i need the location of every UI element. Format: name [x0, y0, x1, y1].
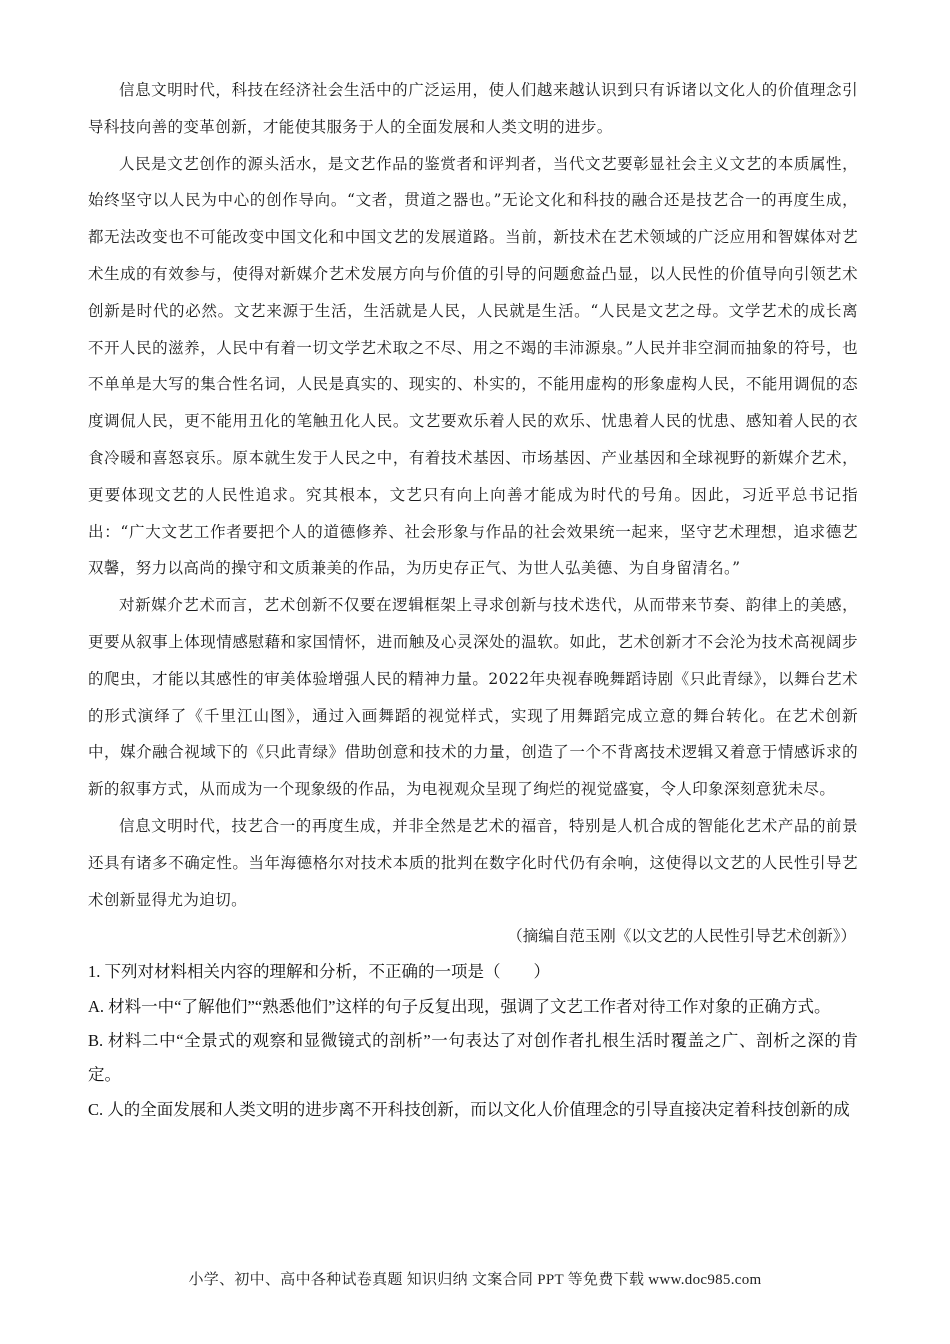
question-stem: 1. 下列对材料相关内容的理解和分析，不正确的一项是（ ）	[88, 962, 550, 982]
article-paragraph-1: 信息文明时代，科技在经济社会生活中的广泛运用，使人们越来越认识到只有诉诸以文化人的价值理念引导科技向善的变革创新，才能使其服务于人的全面发展和人类文明的进步。	[88, 81, 858, 136]
option-c: C. 人的全面发展和人类文明的进步离不开科技创新，而以文化人价值理念的引导直接决定着科技创新的成	[88, 1099, 850, 1119]
option-b: B. 材料二中“全景式的观察和显微镜式的剖析”一句表达了对创作者扎根生活时覆盖之广、剖析之深的肯定。	[88, 1030, 858, 1085]
document-page	[88, 72, 858, 1127]
article-source: （摘编自范玉刚《以文艺的人民性引导艺术创新》）	[507, 927, 856, 946]
article-paragraph-4: 信息文明时代，技艺合一的再度生成，并非全然是艺术的福音，特别是人机合成的智能化艺术产品的前景还具有诸多不确定性。当年海德格尔对技术本质的批判在数字化时代仍有余响，这使得以文艺的人民性引导艺术创新显得尤为迫切。	[88, 816, 858, 909]
option-a: A. 材料一中“了解他们”“熟悉他们”这样的句子反复出现，强调了文艺工作者对待工作对象的正确方式。	[88, 996, 831, 1016]
page-footer: 小学、初中、高中各种试卷真题 知识归纳 文案合同 PPT 等免费下载 www.doc985.com	[188, 1272, 762, 1288]
article-paragraph-3: 对新媒介艺术而言，艺术创新不仅要在逻辑框架上寻求创新与技术迭代，从而带来节奏、韵律上的美感，更要从叙事上体现情感慰藉和家国情怀，进而触及心灵深处的温软。如此，艺术创新才不会沦为技术高视阔步的爬虫，才能以其感性的审美体验增强人民的精神力量。2022年央视春晚舞蹈诗剧《只此青绿》，以舞台艺术的形式演绎了《千里江山图》，通过入画舞蹈的视觉样式，实现了用舞蹈完成立意的舞台转化。在艺术创新中，媒介融合视域下的《只此青绿》借助创意和技术的力量，创造了一个不背离技术逻辑又着意于情感诉求的新的叙事方式，从而成为一个现象级的作品，为电视观众呈现了绚烂的视觉盛宴，令人印象深刻意犹未尽。	[88, 596, 858, 799]
article-paragraph-2: 人民是文艺创作的源头活水，是文艺作品的鉴赏者和评判者，当代文艺要彰显社会主义文艺的本质属性，始终坚守以人民为中心的创作导向。“文者，贯道之器也。”无论文化和科技的融合还是技艺合一的再度生成，都无法改变也不可能改变中国文化和中国文艺的发展道路。当前，新技术在艺术领域的广泛应用和智媒体对艺术生成的有效参与，使得对新媒介艺术发展方向与价值的引导的问题愈益凸显，以人民性的价值导向引领艺术创新是时代的必然。文艺来源于生活，生活就是人民，人民就是生活。“人民是文艺之母。文学艺术的成长离不开人民的滋养，人民中有着一切文学艺术取之不尽、用之不竭的丰沛源泉。”人民并非空洞而抽象的符号，也不单单是大写的集合性名词，人民是真实的、现实的、朴实的，不能用虚构的形象虚构人民，不能用调侃的态度调侃人民，更不能用丑化的笔触丑化人民。文艺要欢乐着人民的欢乐、忧患着人民的忧患、感知着人民的衣食冷暖和喜怒哀乐。原本就生发于人民之中，有着技术基因、市场基因、产业基因和全球视野的新媒介艺术，更要体现文艺的人民性追求。究其根本，文艺只有向上向善才能成为时代的号角。因此，习近平总书记指出：“广大文艺工作者要把个人的道德修养、社会形象与作品的社会效果统一起来，坚守艺术理想，追求德艺双馨，努力以高尚的操守和文质兼美的作品，为历史存正气、为世人弘美德、为自身留清名。”	[88, 154, 858, 578]
